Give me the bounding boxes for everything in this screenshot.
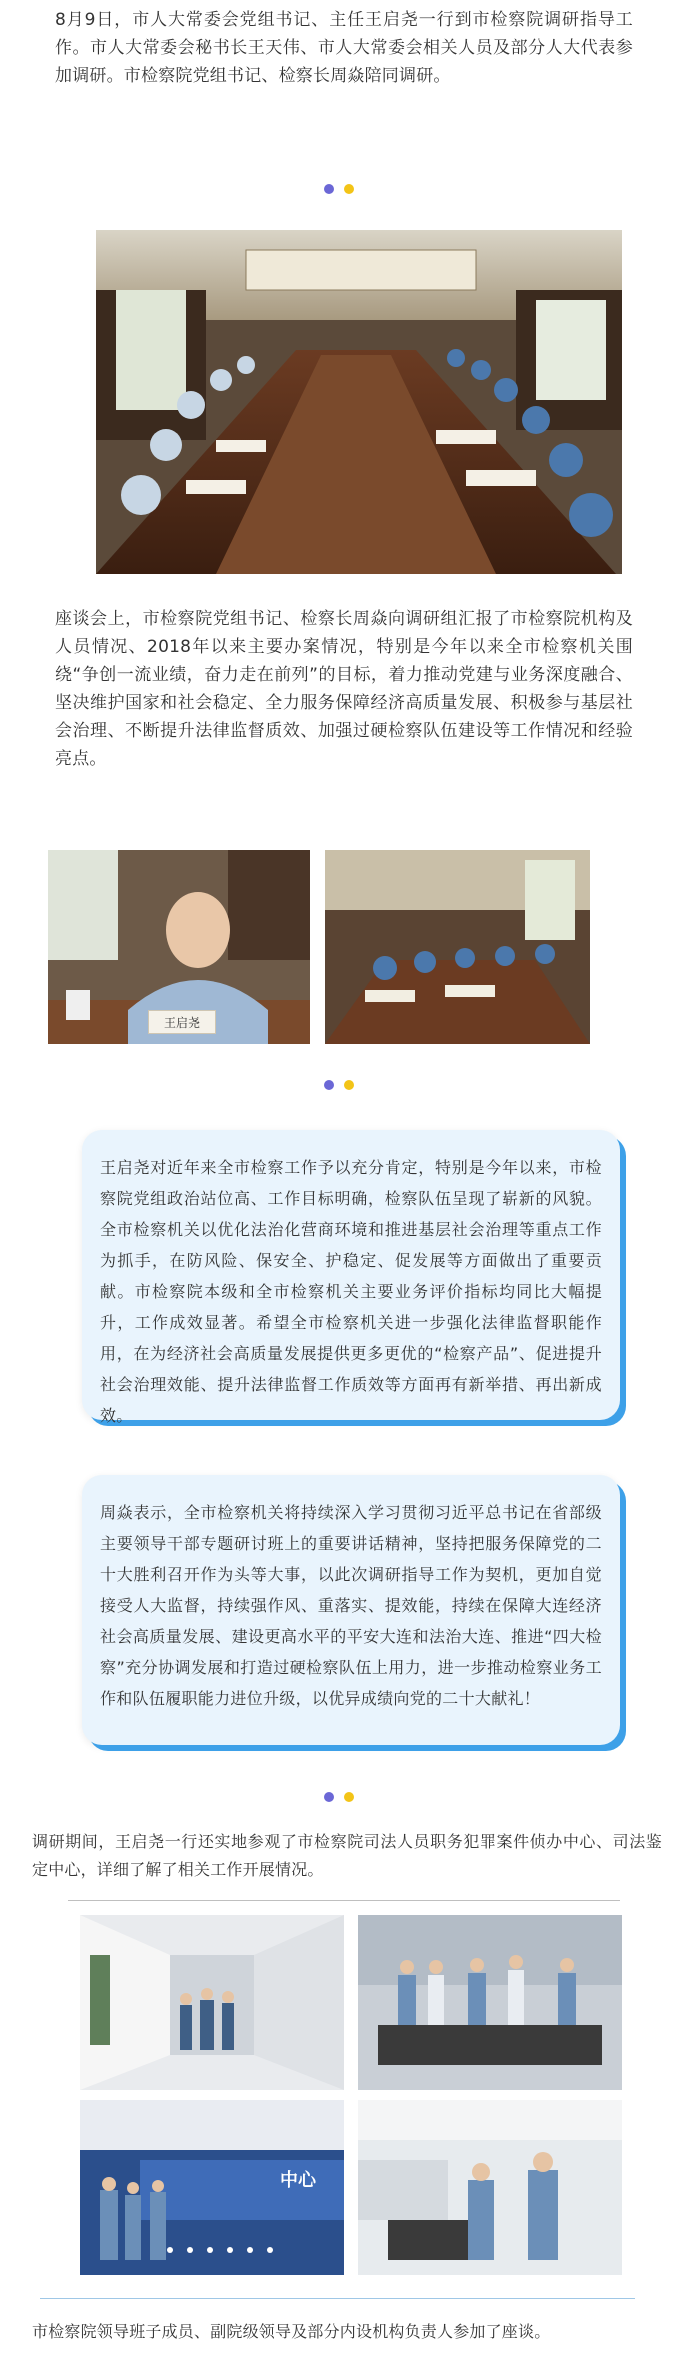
quote-box-wang	[82, 1130, 620, 1425]
speaker-portrait-photo	[48, 850, 310, 1044]
quote-box-zhou	[82, 1475, 620, 1745]
divider-dot-yellow	[344, 184, 354, 194]
section-divider-dots	[319, 1792, 359, 1804]
speaker-nameplate: 王启尧	[148, 1010, 216, 1034]
section-divider-dots	[319, 184, 359, 196]
quote-wang-text: 王启尧对近年来全市检察工作予以充分肯定，特别是今年以来，市检察院党组政治站位高、工作目标明确，检察队伍呈现了崭新的风貌。全市检察机关以优化法治化营商环境和推进基层社会治理等重点工作为抓手，在防风险、保安全、护稳定、促发展等方面做出了重要贡献。市检察院本级和全市检察机关主要业务评价指标均同比大幅提升，工作成效显著。希望全市检察机关进一步强化法律监督职能作用，在为经济社会高质量发展提供更多更优的“检察产品”、促进提升社会治理效能、提升法律监督工作质效等方面再有新举措、再出新成效。	[100, 1158, 602, 1425]
meeting-room-photo	[96, 230, 622, 574]
divider-dot-purple	[324, 1080, 334, 1090]
divider-dot-yellow	[344, 1792, 354, 1802]
lab-inspection-photo	[358, 2100, 622, 2275]
section-divider-dots	[319, 1080, 359, 1092]
center-sign-text: 中心	[280, 2170, 316, 2191]
meeting-paragraph: 座谈会上，市检察院党组书记、检察长周焱向调研组汇报了市检察院机构及人员情况、2018年以来主要办案情况，特别是今年以来全市检察机关围绕“争创一流业绩，奋力走在前列”的目标，着力推动党建与业务深度融合、坚决维护国家和社会稳定、全力服务保障经济高质量发展、积极参与基层社会治理、不断提升法律监督质效、加强过硬检察队伍建设等工作情况和经验亮点。	[55, 609, 633, 769]
quote-zhou-text: 周焱表示，全市检察机关将持续深入学习贯彻习近平总书记在省部级主要领导干部专题研讨班上的重要讲话精神，坚持把服务保障党的二十大胜利召开作为头等大事，以此次调研指导工作为契机，更加自觉接受人大监督，持续强作风、重落实、提效能，持续在保障大连经济社会高质量发展、建设更高水平的平安大连和法治大连、推进“四大检察”充分协调发展和打造过硬检察队伍上用力，进一步推动检察业务工作和队伍履职能力进位升级，以优异成绩向党的二十大献礼！	[100, 1503, 602, 1708]
visit-paragraph: 调研期间，王启尧一行还实地参观了市检察院司法人员职务犯罪案件侦办中心、司法鉴定中心，详细了解了相关工作开展情况。	[32, 1832, 662, 1879]
closing-paragraph: 市检察院领导班子成员、副院级领导及部分内设机构负责人参加了座谈。	[32, 2322, 551, 2341]
gallery-top-divider	[68, 1900, 620, 1901]
gallery-bottom-divider	[40, 2298, 635, 2299]
divider-dot-yellow	[344, 1080, 354, 1090]
divider-dot-purple	[324, 184, 334, 194]
corridor-inspection-photo	[80, 1915, 344, 2090]
intro-paragraph: 8月9日，市人大常委会党组书记、主任王启尧一行到市检察院调研指导工作。市人大常委会秘书长王天伟、市人大常委会相关人员及部分人大代表参加调研。市检察院党组书记、检察长周焱陪同调研。	[55, 10, 633, 86]
meeting-table-photo	[325, 850, 590, 1044]
office-inspection-photo	[358, 1915, 622, 2090]
center-entrance-photo	[80, 2100, 344, 2275]
divider-dot-purple	[324, 1792, 334, 1802]
